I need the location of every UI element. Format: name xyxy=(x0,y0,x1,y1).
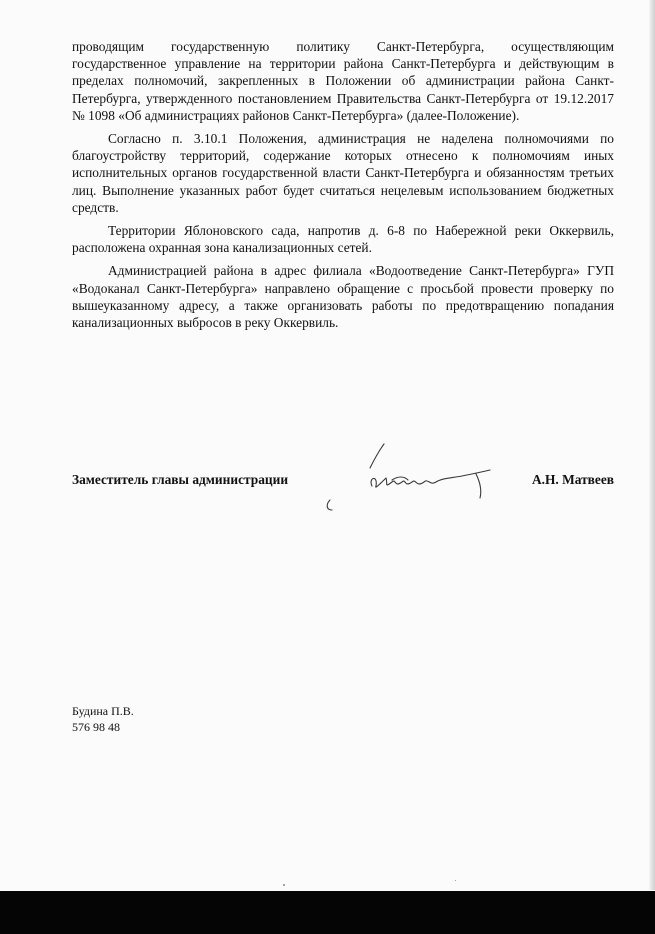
signature-block xyxy=(72,472,614,512)
paragraph-1: проводящим государственную политику Санкт-Петербурга, осуществляющим государственное управление на территории района Санкт-Петербурга и действующим в пределах полномочий, закрепленных в Положении об администрации района Санкт-Петербурга, утвержденного постановлением Правительства Санкт-Петербурга от 19.12.2017 № 1098 «Об администрациях районов Санкт-Петербурга» (далее-Положение). xyxy=(72,39,614,123)
scan-speck xyxy=(283,884,285,886)
signatory-name: А.Н. Матвеев xyxy=(531,472,614,487)
executor-phone: 576 98 48 xyxy=(72,720,120,734)
executor-name: Будина П.В. xyxy=(72,704,134,718)
executor-block xyxy=(72,703,134,735)
paragraph-4: Администрацией района в адрес филиала «Водоотведение Санкт-Петербурга» ГУП «Водоканал Санкт-Петербурга» направлено обращение с просьбой провести проверку по вышеуказанному адресу, а также организовать работы по предотвращению попадания канализационных выбросов в реку Оккервиль. xyxy=(72,263,614,331)
scan-bottom-band xyxy=(0,891,655,934)
letter-body xyxy=(72,38,614,337)
scan-speck xyxy=(455,880,456,881)
page-edge-shadow xyxy=(649,0,655,890)
signatory-title: Заместитель главы администрации xyxy=(72,472,289,487)
paragraph-2: Согласно п. 3.10.1 Положения, администрация не наделена полномочиями по благоустройству территорий, содержание которых отнесено к полномочиям иных исполнительных органов государственной власти Санкт-Петербурга и обязанностям третьих лиц. Выполнение указанных работ будет считаться нецелевым использованием бюджетных средств. xyxy=(72,131,614,215)
paragraph-3: Территории Яблоновского сада, напротив д. 6-8 по Набережной реки Оккервиль, расположена охранная зона канализационных сетей. xyxy=(72,223,614,256)
